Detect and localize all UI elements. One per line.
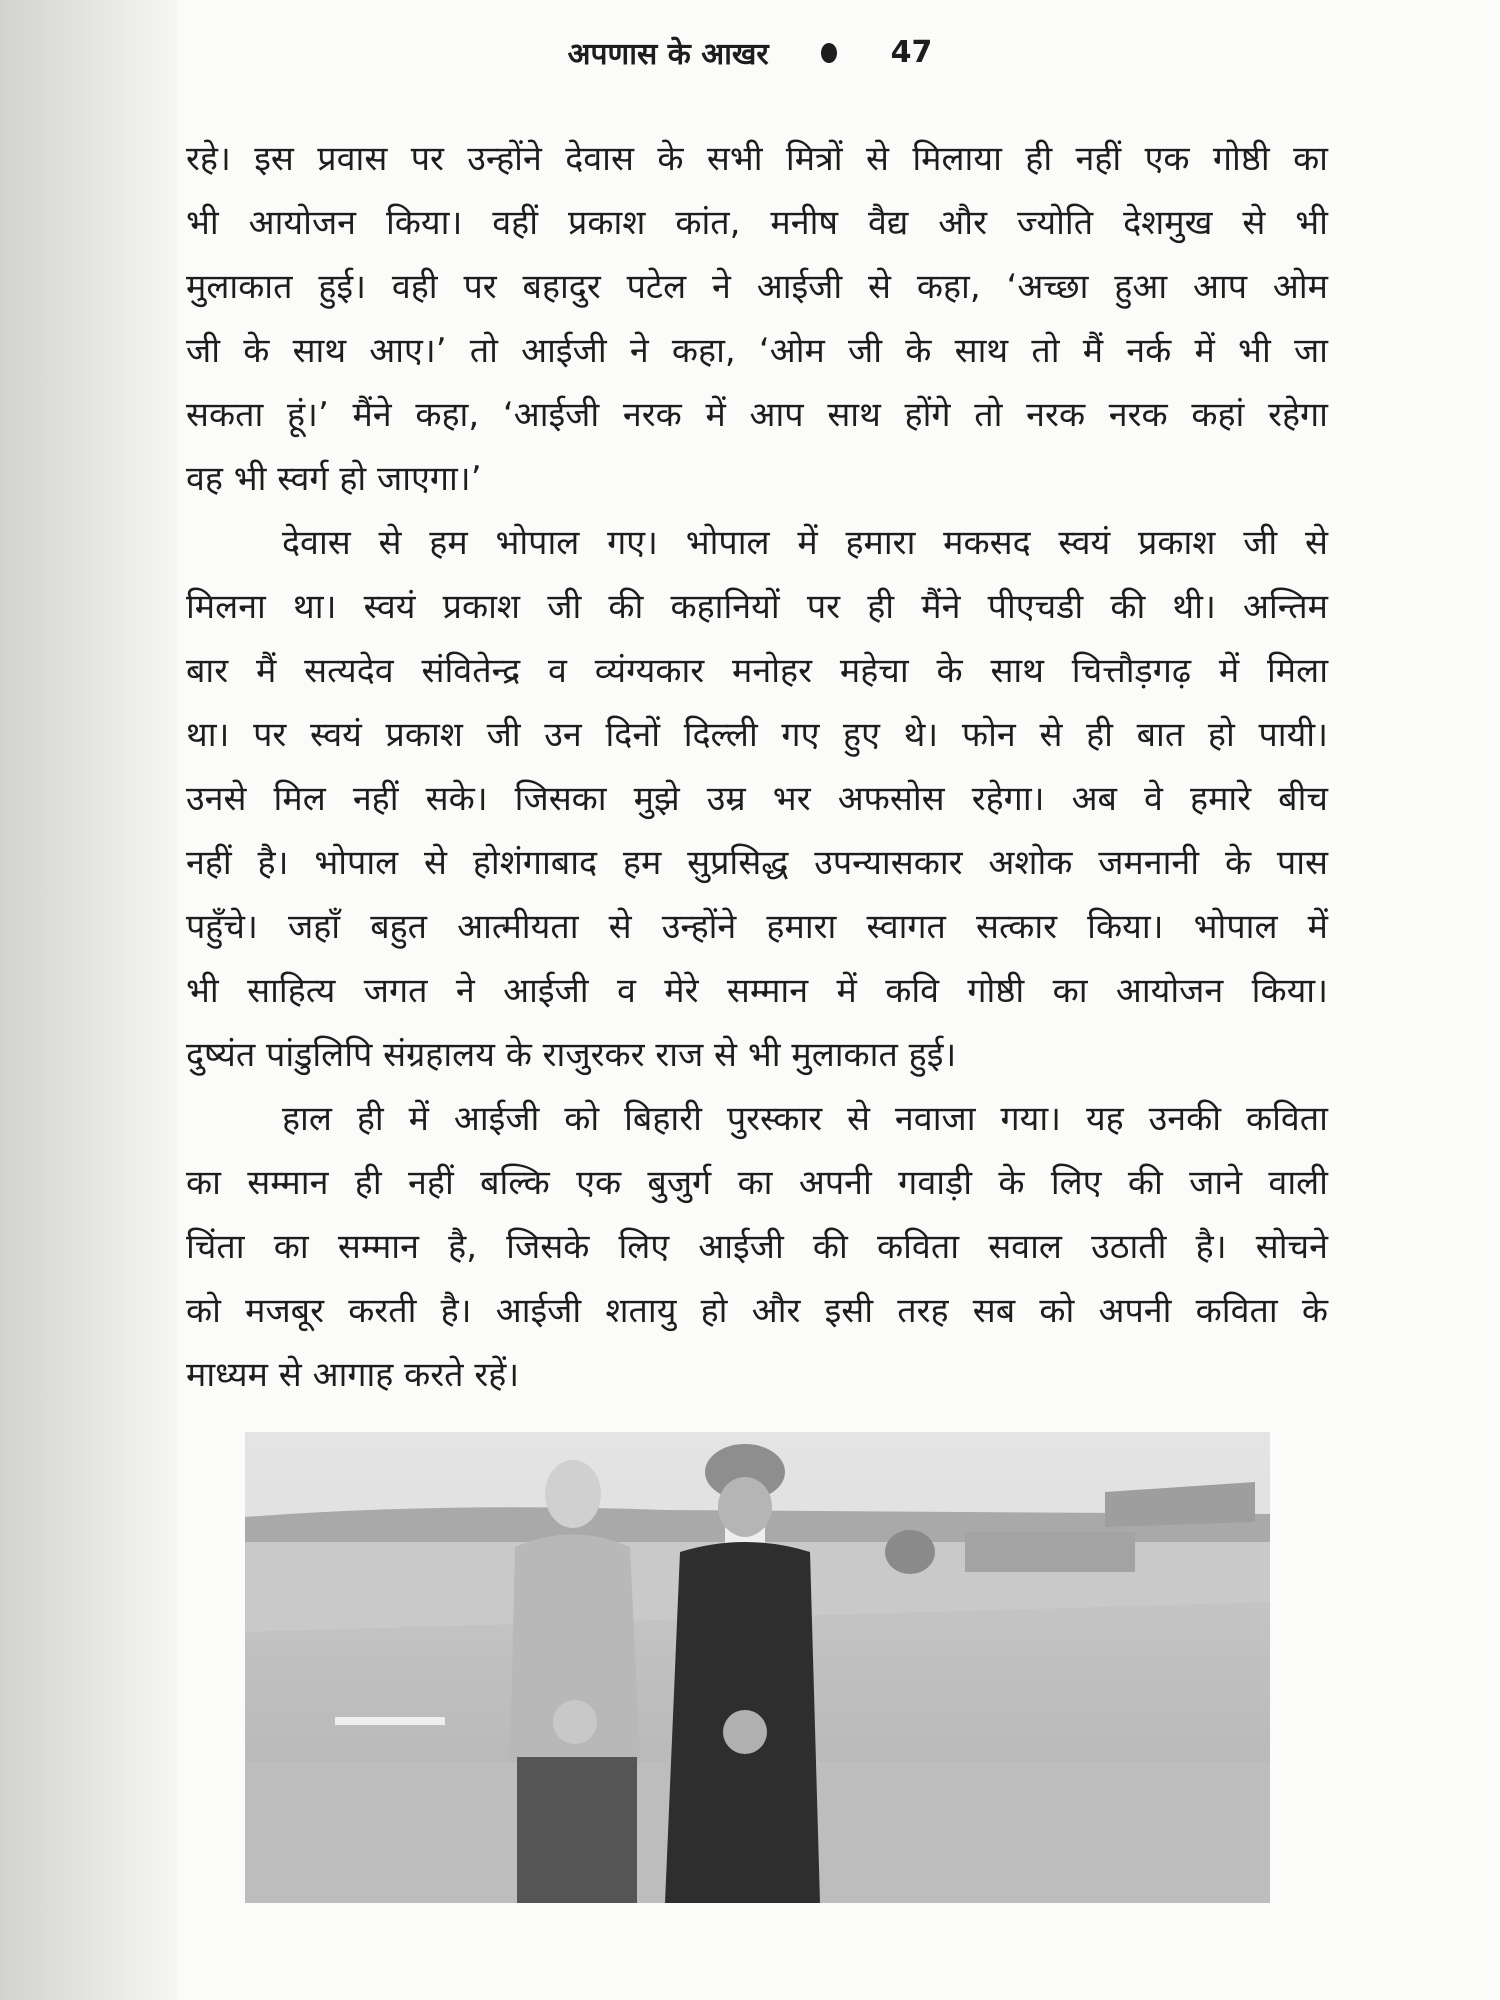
text-line: को मजबूर करती है। आईजी शतायु हो और इसी तरह सब को अपनी कविता के: [186, 1291, 1328, 1331]
text-line: हाल ही में आईजी को बिहारी पुरस्कार से नवाजा गया। यह उनकी कविता: [282, 1099, 1328, 1139]
text-line: मुलाकात हुई। वही पर बहादुर पटेल ने आईजी से कहा, ‘अच्छा हुआ आप ओम: [186, 267, 1328, 307]
text-line: सकता हूं।’ मैंने कहा, ‘आईजी नरक में आप साथ होंगे तो नरक नरक कहां रहेगा: [186, 395, 1328, 435]
text-line: रहे। इस प्रवास पर उन्होंने देवास के सभी मित्रों से मिलाया ही नहीं एक गोष्ठी का: [186, 139, 1328, 179]
text-line: नहीं है। भोपाल से होशंगाबाद हम सुप्रसिद्ध उपन्यासकार अशोक जमनानी के पास: [186, 843, 1328, 883]
text-line: बार मैं सत्यदेव संवितेन्द्र व व्यंग्यकार मनोहर महेचा के साथ चित्तौड़गढ़ में मिला: [186, 651, 1328, 691]
text-line: वह भी स्वर्ग हो जाएगा।’: [186, 459, 482, 499]
text-line: भी आयोजन किया। वहीं प्रकाश कांत, मनीष वैद्य और ज्योति देशमुख से भी: [186, 203, 1328, 243]
text-line: पहुँचे। जहाँ बहुत आत्मीयता से उन्होंने हमारा स्वागत सत्कार किया। भोपाल में: [186, 907, 1328, 947]
text-line: जी के साथ आए।’ तो आईजी ने कहा, ‘ओम जी के साथ तो मैं नर्क में भी जा: [186, 331, 1328, 371]
running-title: अपणास के आखर: [567, 37, 769, 72]
stalls: [965, 1532, 1135, 1572]
running-header: [0, 32, 1500, 73]
page-number: 47: [890, 35, 933, 70]
text-line: भी साहित्य जगत ने आईजी व मेरे सम्मान में कवि गोष्ठी का आयोजन किया।: [186, 971, 1328, 1011]
text-line: मिलना था। स्वयं प्रकाश जी की कहानियों पर ही मैंने पीएचडी की थी। अन्तिम: [186, 587, 1328, 627]
text-line: देवास से हम भोपाल गए। भोपाल में हमारा मकसद स्वयं प्रकाश जी से: [282, 523, 1328, 563]
text-line: माध्यम से आगाह करते रहें।: [186, 1355, 520, 1395]
text-line: दुष्यंत पांडुलिपि संग्रहालय के राजुरकर राज से भी मुलाकात हुई।: [186, 1035, 957, 1075]
canopy: [335, 1717, 445, 1725]
text-line: का सम्मान ही नहीं बल्कि एक बुजुर्ग का अपनी गवाड़ी के लिए की जाने वाली: [186, 1163, 1328, 1203]
bullet-separator: [821, 43, 837, 63]
text-line: था। पर स्वयं प्रकाश जी उन दिनों दिल्ली गए हुए थे। फोन से ही बात हो पायी।: [186, 715, 1328, 755]
photo-illustration: [245, 1432, 1270, 1903]
photograph-two-men-by-river: [245, 1432, 1270, 1903]
text-line: उनसे मिल नहीं सके। जिसका मुझे उम्र भर अफसोस रहेगा। अब वे हमारे बीच: [186, 779, 1328, 819]
text-line: चिंता का सम्मान है, जिसके लिए आईजी की कविता सवाल उठाती है। सोचने: [186, 1227, 1328, 1267]
boat-cover: [885, 1530, 935, 1574]
page-edge-shadow: [0, 0, 178, 2000]
